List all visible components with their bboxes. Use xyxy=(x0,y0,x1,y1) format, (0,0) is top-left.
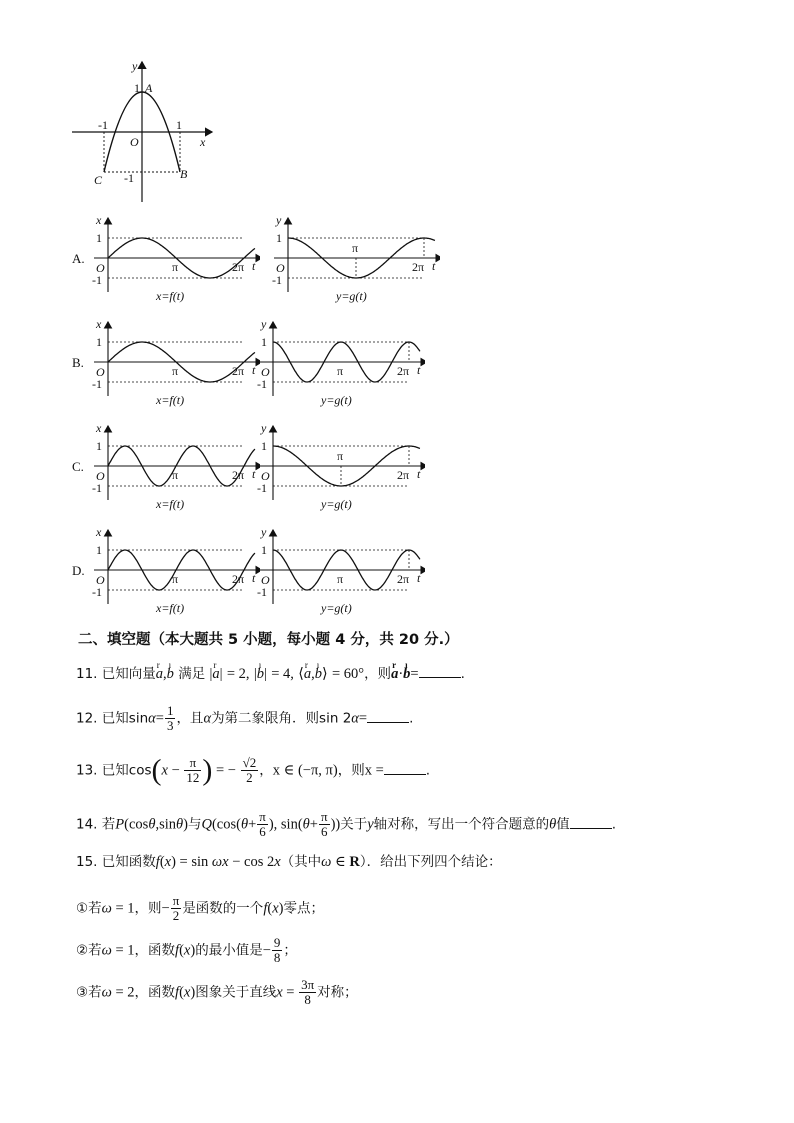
q11-cond: 满足 xyxy=(178,666,206,682)
origin-label: O xyxy=(261,469,270,483)
tick-one-label: 1 xyxy=(96,439,102,453)
q13-answer-blank[interactable] xyxy=(384,762,426,775)
x-axis-label: x xyxy=(200,135,206,149)
option-c-graph-f xyxy=(90,420,260,512)
axis-name-label: x xyxy=(96,421,102,435)
q12-fraction: $\frac{1}{3}$ xyxy=(166,703,174,733)
two-pi-label: 2π xyxy=(397,364,410,378)
two-pi-label: 2π xyxy=(232,572,245,586)
q11-eq2: = 4, xyxy=(271,666,294,682)
t-axis-label: t xyxy=(252,467,256,481)
tick-one-label: 1 xyxy=(261,543,267,557)
tick-one-label: 1 xyxy=(261,439,267,453)
q11-angle: = 60° xyxy=(331,666,365,682)
conclusion-1: ①若ω = 1，则− $\frac{\pi}{2}$ 是函数的一个f(x)零点； xyxy=(76,893,324,923)
point-c: C xyxy=(94,173,103,187)
q12-answer-blank[interactable] xyxy=(367,710,409,723)
t-axis-label: t xyxy=(417,571,421,585)
question-11: 11. 已知向量r a,ı b 满足 |r a| = 2, |ı b| = 4, ⟨r a,ı b⟩ = 60°，则r a·ı b= . xyxy=(76,664,465,684)
q13-number: 13. xyxy=(76,762,98,779)
origin-label: O xyxy=(276,261,285,275)
t-axis-label: t xyxy=(432,259,436,273)
tick-neg-one-label: -1 xyxy=(92,585,102,599)
y-axis-label: y xyxy=(132,59,138,73)
option-a-graph-f xyxy=(90,212,260,304)
graph-caption: x=f(t) xyxy=(156,601,185,615)
q13-rhs-fraction: $\frac{√2}{2}$ xyxy=(242,755,257,785)
tick-neg-one-label: -1 xyxy=(272,273,282,287)
origin-label: O xyxy=(261,365,270,379)
q12-number: 12. xyxy=(76,710,98,727)
t-axis-label: t xyxy=(417,467,421,481)
option-b-graph-f xyxy=(90,316,260,408)
q11-answer-blank[interactable] xyxy=(419,665,461,678)
q14-answer-blank[interactable] xyxy=(570,816,612,829)
q11-eq1: = 2, xyxy=(226,666,250,682)
tick-neg-one-label: -1 xyxy=(92,481,102,495)
pi-label: π xyxy=(172,364,179,378)
graph-caption: x=f(t) xyxy=(156,289,185,303)
tick-one-label: 1 xyxy=(276,231,282,245)
q14-number: 14. xyxy=(76,816,98,833)
pi-label: π xyxy=(172,468,179,482)
point-a: A xyxy=(145,81,153,95)
option-c-graph-g xyxy=(255,420,425,512)
tick-neg-one-label: -1 xyxy=(92,273,102,287)
top-figure xyxy=(66,56,226,206)
option-a-label: A. xyxy=(72,251,85,266)
two-pi-label: 2π xyxy=(232,260,245,274)
q15-number: 15. xyxy=(76,854,98,870)
axis-name-label: y xyxy=(261,317,267,331)
pi-label: π xyxy=(172,572,179,586)
graph-caption: x=f(t) xyxy=(156,497,185,511)
axis-name-label: y xyxy=(261,525,267,539)
option-c-label: C. xyxy=(72,459,84,474)
option-b-graph-g xyxy=(255,316,425,408)
pi-label: π xyxy=(337,364,344,378)
section-title: 二、填空题（本大题共 5 小题，每小题 4 分，共 20 分.） xyxy=(78,632,459,648)
question-13: 13. 已知cos(x − $\frac{\pi}{12}$ ) = − $\frac{√2}{2}$ ，x ∈ (−π, π)，则x = . xyxy=(76,753,431,787)
tick-one-label: 1 xyxy=(96,543,102,557)
t-axis-label: t xyxy=(252,259,256,273)
tick-neg-one-label: -1 xyxy=(92,377,102,391)
q11-then: ，则 xyxy=(364,666,392,682)
origin-label: O xyxy=(96,469,105,483)
tick-one-label: 1 xyxy=(261,335,267,349)
origin-label: O xyxy=(96,365,105,379)
q13-fraction: $\frac{\pi}{12}$ xyxy=(186,755,200,785)
tick-neg-one-label: -1 xyxy=(257,481,267,495)
graph-caption: x=f(t) xyxy=(156,393,185,407)
two-pi-label: 2π xyxy=(232,364,245,378)
q11-text: 已知向量 xyxy=(101,666,156,682)
origin-label: O xyxy=(261,573,270,587)
option-d-graph-g xyxy=(255,524,425,616)
q11-number: 11. xyxy=(76,666,98,682)
pi-label: π xyxy=(337,449,344,463)
two-pi-label: 2π xyxy=(232,468,245,482)
question-14: 14. 若P(cosθ,sinθ)与Q(cos(θ+ $\frac{\pi}{6}$ ), sin(θ+ $\frac{\pi}{6}$ ))关于y轴对称，写出一个符合题意的θ值 . xyxy=(76,809,617,839)
two-pi-label: 2π xyxy=(397,468,410,482)
tick-one-label: 1 xyxy=(96,231,102,245)
conclusion-3: ③若ω = 2，函数f(x)图象关于直线x = $\frac{3\pi}{8}$ 对称； xyxy=(76,977,358,1007)
tick-1-y: 1 xyxy=(134,81,140,95)
t-axis-label: t xyxy=(417,363,421,377)
question-12: 12. 已知sinα= $\frac{1}{3}$ ，且α为第二象限角．则sin 2α= . xyxy=(76,703,414,733)
axis-name-label: x xyxy=(96,525,102,539)
q13-text: 已知cos xyxy=(101,762,152,779)
tick-one-label: 1 xyxy=(96,335,102,349)
origin-label: O xyxy=(96,261,105,275)
conclusion-2: ②若ω = 1，函数f(x)的最小值是− $\frac{9}{8}$ ； xyxy=(76,935,297,965)
point-b: B xyxy=(180,167,188,181)
option-a-graph-g xyxy=(270,212,440,304)
t-axis-label: t xyxy=(252,363,256,377)
graph-caption: y=g(t) xyxy=(321,497,352,511)
t-axis-label: t xyxy=(252,571,256,585)
two-pi-label: 2π xyxy=(397,572,410,586)
origin-label: O xyxy=(96,573,105,587)
pi-label: π xyxy=(337,572,344,586)
axis-name-label: x xyxy=(96,213,102,227)
option-d-label: D. xyxy=(72,563,85,578)
tick-neg1-y: -1 xyxy=(124,171,134,185)
option-d-graph-f xyxy=(90,524,260,616)
tick-neg1-x: -1 xyxy=(98,118,108,132)
axis-name-label: y xyxy=(261,421,267,435)
pi-label: π xyxy=(352,241,359,255)
tick-1-x: 1 xyxy=(176,118,182,132)
tick-neg-one-label: -1 xyxy=(257,585,267,599)
question-15: 15. 已知函数f(x) = sin ωx − cos 2x（其中ω ∈ R）．给出下列四个结论： xyxy=(76,854,502,870)
two-pi-label: 2π xyxy=(412,260,425,274)
axis-name-label: y xyxy=(276,213,282,227)
graph-caption: y=g(t) xyxy=(321,393,352,407)
q12-text: 已知sin xyxy=(101,710,149,727)
pi-label: π xyxy=(172,260,179,274)
tick-neg-one-label: -1 xyxy=(257,377,267,391)
axis-name-label: x xyxy=(96,317,102,331)
option-b-label: B. xyxy=(72,355,84,370)
origin-label: O xyxy=(130,135,139,149)
q11-end: . xyxy=(460,666,465,682)
graph-caption: y=g(t) xyxy=(321,601,352,615)
graph-caption: y=g(t) xyxy=(336,289,367,303)
